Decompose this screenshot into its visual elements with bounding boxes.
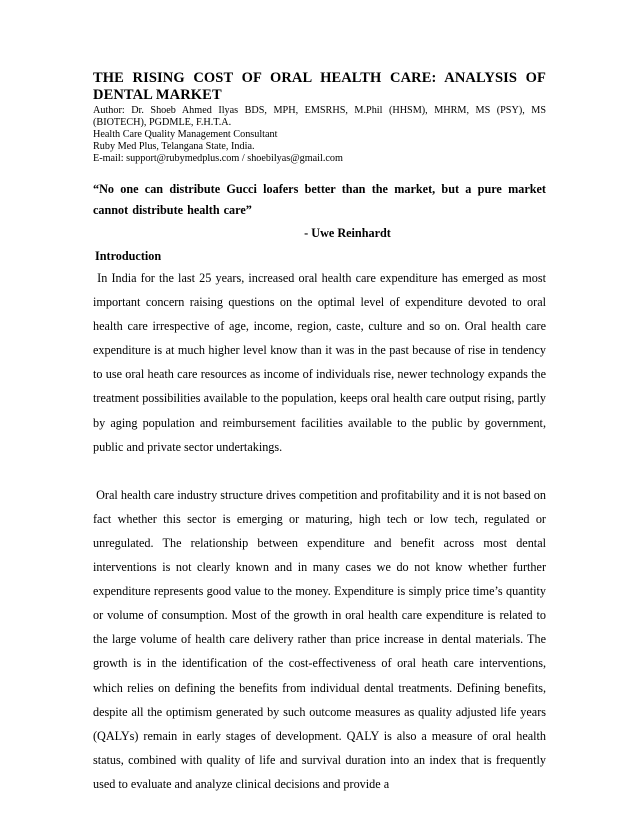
- epigraph-author: - Uwe Reinhardt: [304, 226, 391, 240]
- author-role: Health Care Quality Management Consultant: [93, 129, 278, 140]
- intro-paragraph-1: In India for the last 25 years, increased oral health care expenditure has emerged as most important concern raising questions on the optimal level of expenditure devoted to oral health care irrespective of age, income, region, caste, culture and so on. Oral health care expenditure is at much higher level know than it was in the past because of rise in tendency to use oral heath care resources as income of individuals rise, newer technology expands the treatment possibilities available to the population, keeps oral health care output rising, partly by aging population and reimbursement facilities available to the public by government, public and private sector undertakings.: [93, 271, 546, 454]
- section-heading-introduction: Introduction: [95, 249, 162, 263]
- author-line: Author: Dr. Shoeb Ahmed Ilyas BDS, MPH, EMSRHS, M.Phil (HHSM), MHRM, MS (PSY), MS (BIOTECH), PGDMLE, F.H.T.A.: [93, 105, 546, 128]
- epigraph-quote: “No one can distribute Gucci loafers better than the market, but a pure market cannot distribute health care”: [93, 182, 546, 217]
- author-block: [93, 105, 546, 165]
- author-organization: Ruby Med Plus, Telangana State, India.: [93, 141, 255, 152]
- author-email: E-mail: support@rubymedplus.com / shoebilyas@gmail.com: [93, 153, 343, 164]
- document-page: [93, 70, 546, 796]
- intro-paragraph-2: Oral health care industry structure drives competition and profitability and it is not based on fact whether this sector is emerging or maturing, high tech or low tech, regulated or unregulated. The relationship between expenditure and benefit across most dental interventions is not clearly known and in many cases we do not know whether further expenditure represents good value to the money. Expenditure is simply price time’s quantity or volume of consumption. Most of the growth in oral health care expenditure is related to the large volume of health care delivery rather than price increase in dental materials. The growth is in the identification of the cost-effectiveness of oral heath care interventions, which relies on defining the benefits from individual dental treatments. Defining benefits, despite all the optimism generated by such outcome measures as quality adjusted life years (QALYs) remain in early stages of development. QALY is also a measure of oral health status, combined with quality of life and survival duration into an index that is frequently used to evaluate and analyze clinical decisions and provide a: [93, 487, 546, 791]
- paper-title: THE RISING COST OF ORAL HEALTH CARE: ANALYSIS OF DENTAL MARKET: [93, 70, 546, 103]
